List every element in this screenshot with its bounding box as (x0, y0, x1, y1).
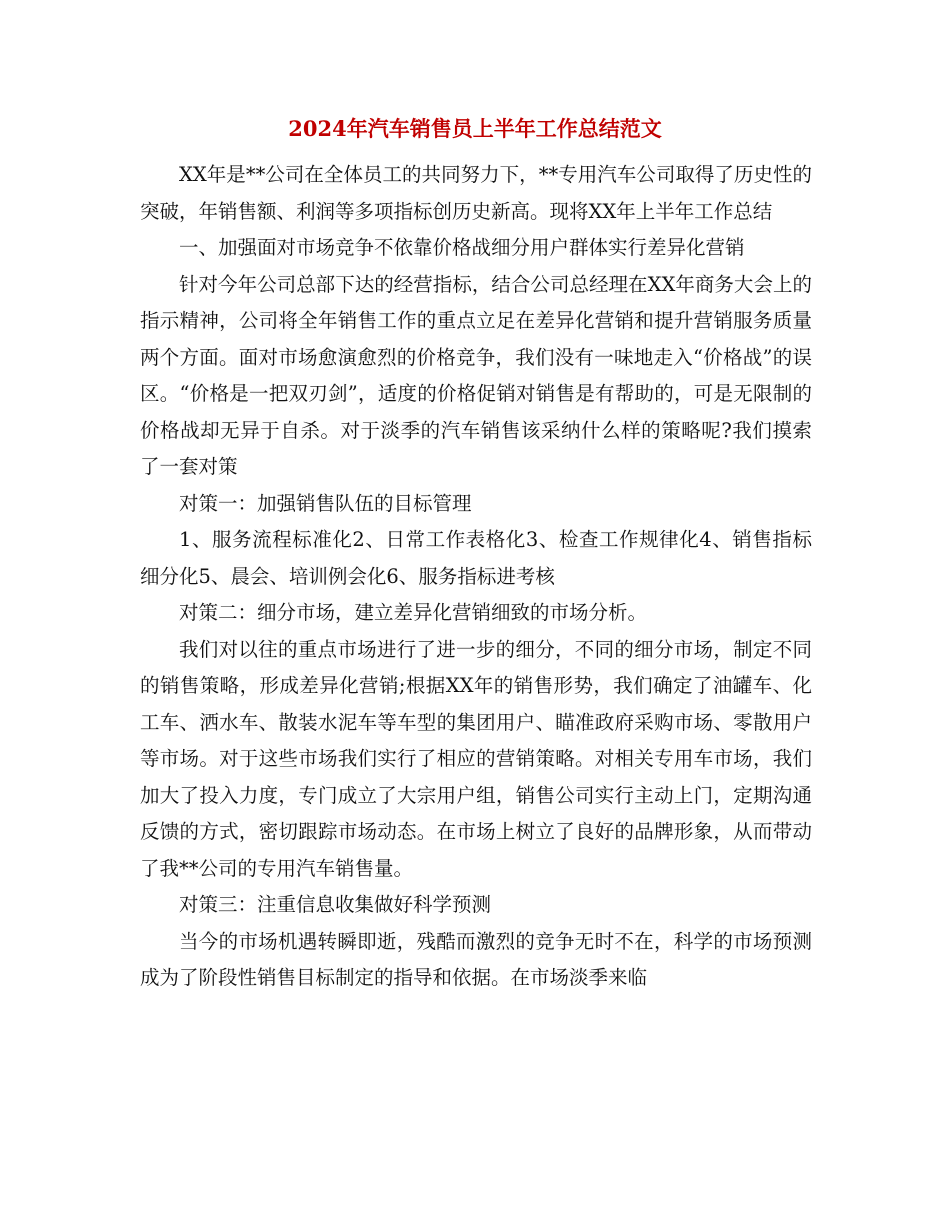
strategy-heading-3: 对策三：注重信息收集做好科学预测 (179, 893, 492, 916)
paragraph-strategy-1-list: 1、服务流程标准化2、日常工作表格化3、检查工作规律化4、销售指标细分化5、晨会、培训例会化6、服务指标进考核 (140, 528, 812, 588)
paragraph-strategy-2: 我们对以往的重点市场进行了进一步的细分，不同的细分市场，制定不同的销售策略，形成差异化营销;根据XX年的销售形势，我们确定了油罐车、化工车、洒水车、散装水泥车等车型的集团用户、瞄准政府采购市场、零散用户等市场。对于这些市场我们实行了相应的营销策略。对相关专用车市场，我们加大了投入力度，专门成立了大宗用户组，销售公司实行主动上门，定期沟通反馈的方式，密切跟踪市场动态。在市场上树立了良好的品牌形象，从而带动了我**公司的专用汽车销售量。 (140, 637, 812, 880)
strategy-heading-1: 对策一：加强销售队伍的目标管理 (179, 491, 472, 515)
paragraph-intro: XX年是**公司在全体员工的共同努力下，**专用汽车公司取得了历史性的突破，年销售额、利润等多项指标创历史新高。现将XX年上半年工作总结 (140, 163, 812, 223)
document-title: 2024年汽车销售员上半年工作总结范文 (288, 116, 662, 141)
section-heading-1: 一、加强面对市场竞争不依靠价格战细分用户群体实行差异化营销 (179, 236, 745, 259)
paragraph-strategy-3: 当今的市场机遇转瞬即逝，残酷而激烈的竞争无时不在，科学的市场预测成为了阶段性销售目标制定的指导和依据。在市场淡季来临 (140, 929, 812, 989)
strategy-heading-2: 对策二：细分市场，建立差异化营销细致的市场分析。 (179, 601, 648, 624)
paragraph-strategy-overview: 针对今年公司总部下达的经营指标，结合公司总经理在XX年商务大会上的指示精神，公司将全年销售工作的重点立足在差异化营销和提升营销服务质量两个方面。面对市场愈演愈烈的价格竞争，我们没有一味地走入“价格战”的误区。“价格是一把双刃剑”，适度的价格促销对销售是有帮助的，可是无限制的价格战却无异于自杀。对于淡季的汽车销售该采纳什么样的策略呢?我们摸索了一套对策 (140, 272, 812, 478)
document-body (140, 157, 812, 997)
